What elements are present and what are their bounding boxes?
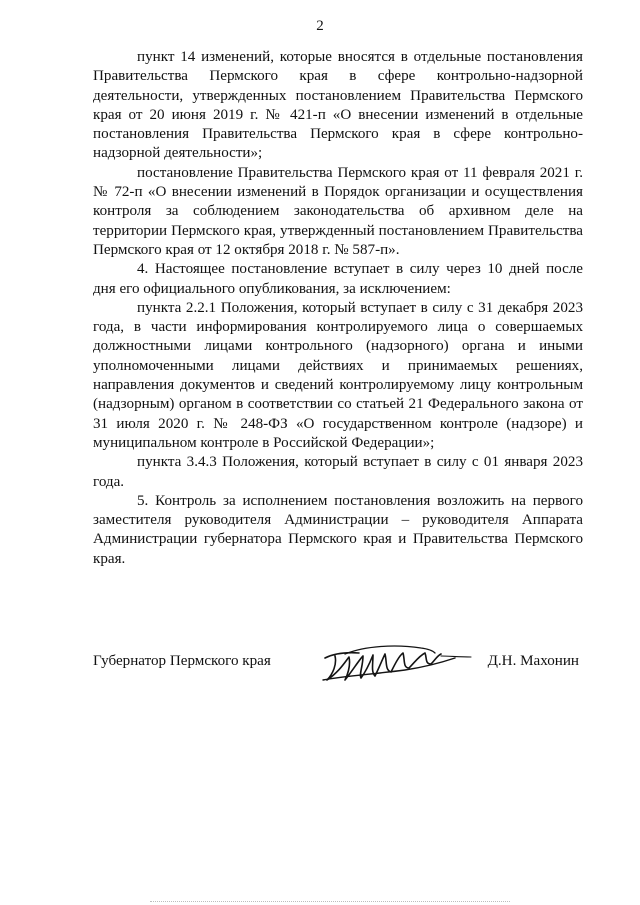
paragraph-effective-date: 4. Настоящее постановление вступает в силу через 10 дней после дня его официального опубликования, за исключением: (93, 261, 583, 297)
page-number: 2 (316, 18, 324, 34)
paragraph-resolution-72p: постановление Правительства Пермского края от 11 февраля 2021 г. № 72-п «О внесении изменений в Порядок организации и осуществления контроля за соблюдением законодательства об архивном деле на территории Пермского края, утвержденный постановлением Правительства Пермского края от 12 октября 2018 г. № 587-п». (93, 164, 583, 258)
scan-edge-line (150, 901, 510, 903)
signatory-name: Д.Н. Махонин (487, 653, 579, 669)
document-body (93, 48, 583, 569)
paragraph-item-14-amendments: пункт 14 изменений, которые вносятся в отдельные постановления Правительства Пермского края в сфере контрольно-надзорной деятельности, утвержденных постановлением Правительства Пермского края от 20 июня 2019 г. № 421-п «О внесении изменений в отдельные постановления Правительства Пермского края в сфере контрольно-надзорной деятельности»; (93, 49, 583, 162)
signature-block (93, 640, 583, 690)
paragraph-exception-2-2-1: пункта 2.2.1 Положения, который вступает в силу с 31 декабря 2023 года, в части информирования контролируемого лица о совершаемых должностными лицами контрольного (надзорного) органа и иными уполномоченными лицами действиях и принимаемых решениях, направления документов и сведений контролируемому лицу контрольным (надзорным) органом в соответствии со статьей 21 Федерального закона от 31 июля 2020 г. № 248-ФЗ «О государственном контроле (надзоре) и муниципальном контроле в Российской Федерации»; (93, 299, 583, 451)
paragraph-exception-3-4-3: пункта 3.4.3 Положения, который вступает в силу с 01 января 2023 года. (93, 454, 583, 490)
signatory-position: Губернатор Пермского края (93, 653, 271, 669)
paragraph-control: 5. Контроль за исполнением постановления возложить на первого заместителя руководителя Администрации – руководителя Аппарата Администрации губернатора Пермского края и Правительства Пермского края. (93, 492, 583, 567)
handwritten-signature (315, 640, 475, 686)
